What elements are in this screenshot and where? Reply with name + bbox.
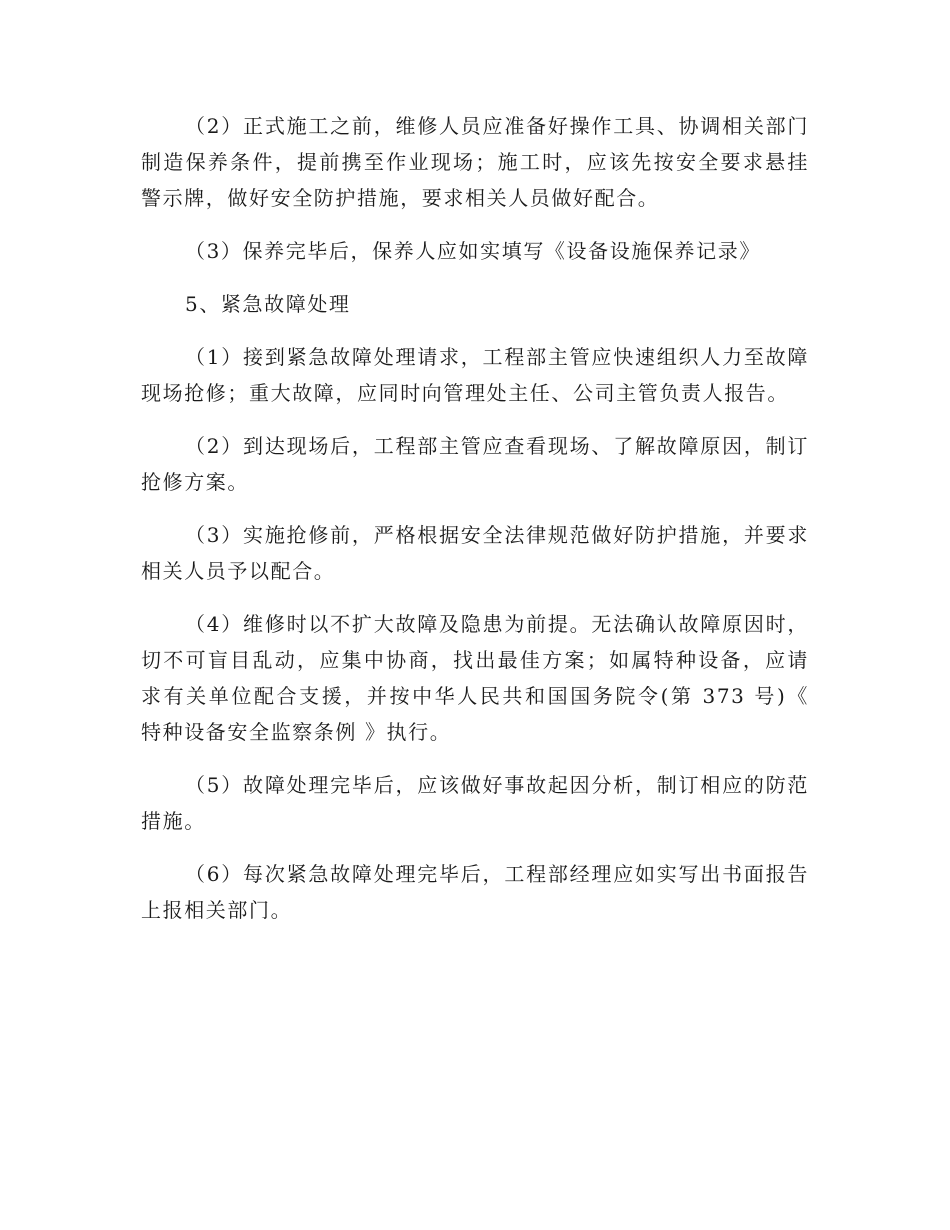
paragraph-construction-prep: （2）正式施工之前，维修人员应准备好操作工具、协调相关部门制造保养条件，提前携至作业现场；施工时，应该先按安全要求悬挂警示牌，做好安全防护措施，要求相关人员做好配合。	[141, 114, 809, 210]
document-body	[141, 108, 809, 945]
paragraph-written-report: （6）每次紧急故障处理完毕后，工程部经理应如实写出书面报告上报相关部门。	[141, 862, 809, 922]
paragraph-cause-analysis: （5）故障处理完毕后，应该做好事故起因分析，制订相应的防范措施。	[141, 773, 809, 833]
paragraph-emergency-request: （1）接到紧急故障处理请求，工程部主管应快速组织人力至故障现场抢修；重大故障，应同时向管理处主任、公司主管负责人报告。	[141, 345, 809, 405]
paragraph-repair-principle: （4）维修时以不扩大故障及隐患为前提。无法确认故障原因时，切不可盲目乱动，应集中协商，找出最佳方案；如属特种设备，应请求有关单位配合支援，并按中华人民共和国国务院令(第 373 号)《 特种设备安全监察条例 》执行。	[141, 612, 809, 744]
section-heading-emergency-fault: 5、紧急故障处理	[185, 292, 351, 316]
paragraph-safety-measures: （3）实施抢修前，严格根据安全法律规范做好防护措施，并要求相关人员予以配合。	[141, 523, 809, 583]
paragraph-arrive-site: （2）到达现场后，工程部主管应查看现场、了解故障原因，制订抢修方案。	[141, 434, 809, 494]
paragraph-maintenance-record: （3）保养完毕后，保养人应如实填写《设备设施保养记录》	[185, 239, 761, 263]
